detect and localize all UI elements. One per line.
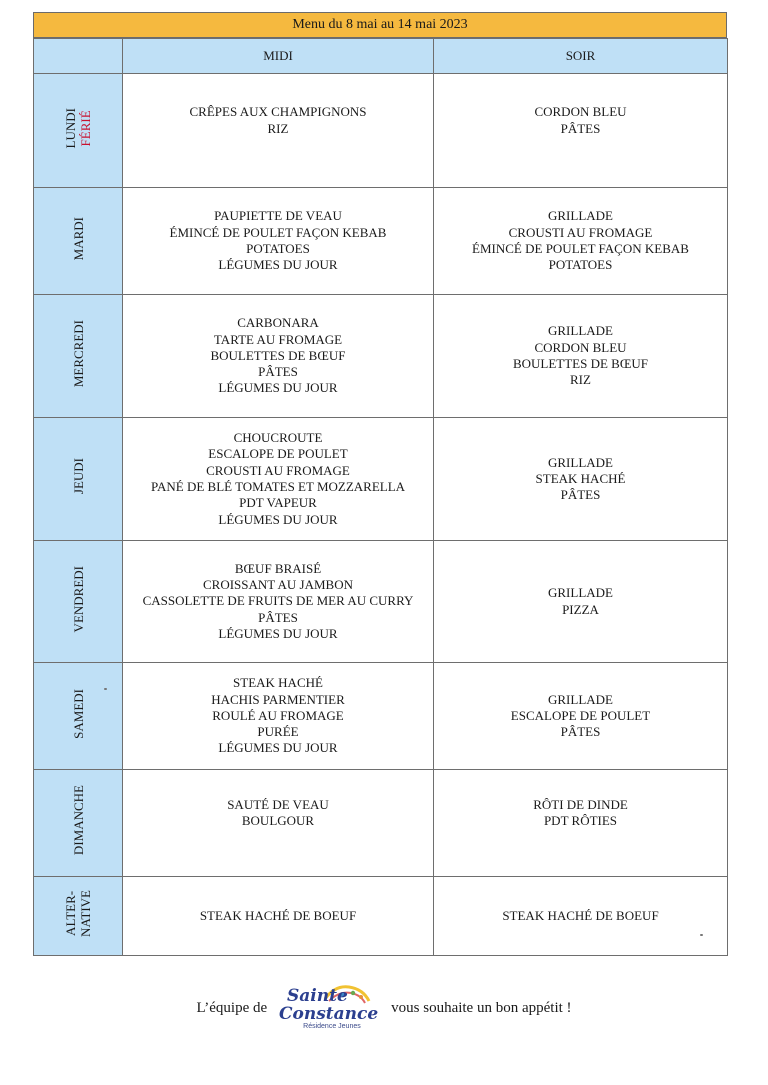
day-cell <box>34 877 123 956</box>
midi-cell <box>123 877 434 956</box>
dish-item: PAUPIETTE DE VEAU <box>214 208 342 224</box>
menu-row <box>34 541 728 663</box>
day-name: JEUDI <box>70 458 86 495</box>
scan-mark <box>104 688 107 690</box>
menu-title: Menu du 8 mai au 14 mai 2023 <box>33 12 727 38</box>
dish-item: CROUSTI AU FROMAGE <box>206 462 350 478</box>
day-label <box>71 458 86 494</box>
menu-row <box>34 188 728 295</box>
dish-item: BOULGOUR <box>241 813 315 828</box>
day-label <box>71 785 86 855</box>
soir-cell <box>434 74 728 188</box>
dish-item: ÉMINCÉ DE POULET FAÇON KEBAB <box>472 241 689 256</box>
dish-item: PÂTES <box>560 724 601 740</box>
dish-item: CARBONARA <box>237 315 319 331</box>
day-cell <box>34 295 123 418</box>
dish-item: CROISSANT AU JAMBON <box>202 577 353 593</box>
dish-item: ROULÉ AU FROMAGE <box>212 707 344 723</box>
dish-item: STEAK HACHÉ DE BOEUF <box>199 907 357 923</box>
menu-row <box>34 74 728 188</box>
footer-text-after: vous souhaite un bon appétit ! <box>391 999 572 1016</box>
scan-mark <box>700 934 703 936</box>
dish-item: PURÉE <box>257 724 299 740</box>
column-header-midi: MIDI <box>123 39 434 74</box>
sainte-constance-logo <box>273 979 385 1037</box>
day-name: MERCREDI <box>70 319 86 388</box>
menu-row <box>34 295 728 418</box>
soir-cell <box>434 541 728 663</box>
soir-cell <box>434 877 728 956</box>
dish-item: PDT RÔTIES <box>543 813 618 828</box>
soir-cell <box>434 663 728 770</box>
column-header-soir: SOIR <box>434 39 728 74</box>
day-cell <box>34 418 123 541</box>
dish-item: CROUSTI AU FROMAGE <box>508 224 653 240</box>
day-label <box>63 108 93 148</box>
day-label <box>71 320 86 387</box>
menu-row <box>34 663 728 770</box>
soir-cell <box>434 770 728 877</box>
header-row <box>34 39 728 74</box>
midi-cell <box>123 770 434 877</box>
dish-item: GRILLADE <box>548 585 613 601</box>
dish-item: STEAK HACHÉ <box>535 470 626 486</box>
dish-item: BOULETTES DE BŒUF <box>512 356 649 371</box>
footer-text-before: L’équipe de <box>196 999 268 1016</box>
dish-item: ÉMINCÉ DE POULET FAÇON KEBAB <box>169 224 387 240</box>
day-label <box>63 890 93 937</box>
menu-row <box>34 877 728 956</box>
dish-item: LÉGUMES DU JOUR <box>218 740 338 756</box>
soir-cell <box>434 418 728 541</box>
dish-item: CHOUCROUTE <box>233 430 323 446</box>
logo-subtitle: Résidence Jeunes <box>303 1023 361 1030</box>
dish-item: PÂTES <box>560 487 601 503</box>
day-cell <box>34 770 123 877</box>
menu-row <box>34 418 728 541</box>
dish-item: RIZ <box>267 120 289 136</box>
dish-item: CORDON BLEU <box>534 104 627 120</box>
dish-item: BOULETTES DE BŒUF <box>210 347 346 363</box>
dish-item: LÉGUMES DU JOUR <box>218 257 338 273</box>
day-cell <box>34 663 123 770</box>
dish-item: PANÉ DE BLÉ TOMATES ET MOZZARELLA <box>150 479 406 494</box>
corner-cell <box>34 39 123 74</box>
dish-item: PÂTES <box>560 120 601 136</box>
midi-cell <box>123 663 434 770</box>
dish-item: RIZ <box>570 372 591 388</box>
day-name: VENDREDI <box>70 565 86 633</box>
dish-item: PIZZA <box>562 601 599 617</box>
dish-item: GRILLADE <box>548 691 613 707</box>
logo-line2: Constance <box>279 1004 379 1024</box>
day-name: DIMANCHE <box>70 785 86 856</box>
day-cell <box>34 74 123 188</box>
day-label <box>71 217 86 260</box>
dish-item: BŒUF BRAISÉ <box>234 560 322 576</box>
day-label <box>71 566 86 632</box>
dish-item: RÔTI DE DINDE <box>533 796 628 812</box>
day-name: LUNDI <box>63 107 78 149</box>
dish-item: ESCALOPE DE POULET <box>510 707 651 723</box>
dish-item: HACHIS PARMENTIER <box>211 691 345 707</box>
day-cell <box>34 541 123 663</box>
ferie-note: FÉRIÉ <box>78 109 93 147</box>
dish-item: STEAK HACHÉ <box>233 675 323 691</box>
dish-item: PÂTES <box>258 609 298 625</box>
dish-item: TARTE AU FROMAGE <box>213 331 343 347</box>
dish-item: CASSOLETTE DE FRUITS DE MER AU CURRY <box>142 593 414 609</box>
logo-line1: Sainte <box>287 986 348 1006</box>
dish-item: LÉGUMES DU JOUR <box>218 625 338 641</box>
day-name: MARDI <box>70 216 86 261</box>
midi-cell <box>123 418 434 541</box>
dish-item: ESCALOPE DE POULET <box>208 446 348 462</box>
footer <box>0 978 768 1038</box>
soir-cell <box>434 295 728 418</box>
day-name: SAMEDI <box>70 688 86 739</box>
day-label <box>71 689 86 739</box>
day-cell <box>34 188 123 295</box>
dish-item: CORDON BLEU <box>534 339 627 355</box>
menu-table <box>33 38 728 956</box>
day-note: NATIVE <box>78 890 93 937</box>
midi-cell <box>123 295 434 418</box>
soir-cell <box>434 188 728 295</box>
midi-cell <box>123 74 434 188</box>
dish-item: CRÊPES AUX CHAMPIGNONS <box>189 104 367 120</box>
dish-item: GRILLADE <box>548 208 613 224</box>
midi-cell <box>123 541 434 663</box>
dish-item: LÉGUMES DU JOUR <box>218 511 338 527</box>
dish-item: SAUTÉ DE VEAU <box>227 796 329 812</box>
menu-row <box>34 770 728 877</box>
dish-item: LÉGUMES DU JOUR <box>218 380 338 396</box>
day-name: ALTER- <box>63 890 78 937</box>
dish-item: POTATOES <box>548 257 613 273</box>
dish-item: PÂTES <box>258 364 298 380</box>
dish-item: GRILLADE <box>548 323 613 339</box>
dish-item: PDT VAPEUR <box>239 495 317 511</box>
midi-cell <box>123 188 434 295</box>
dish-item: GRILLADE <box>548 454 613 470</box>
menu-sheet <box>33 12 727 956</box>
dish-item: POTATOES <box>246 241 310 256</box>
dish-item: STEAK HACHÉ DE BOEUF <box>502 907 659 923</box>
